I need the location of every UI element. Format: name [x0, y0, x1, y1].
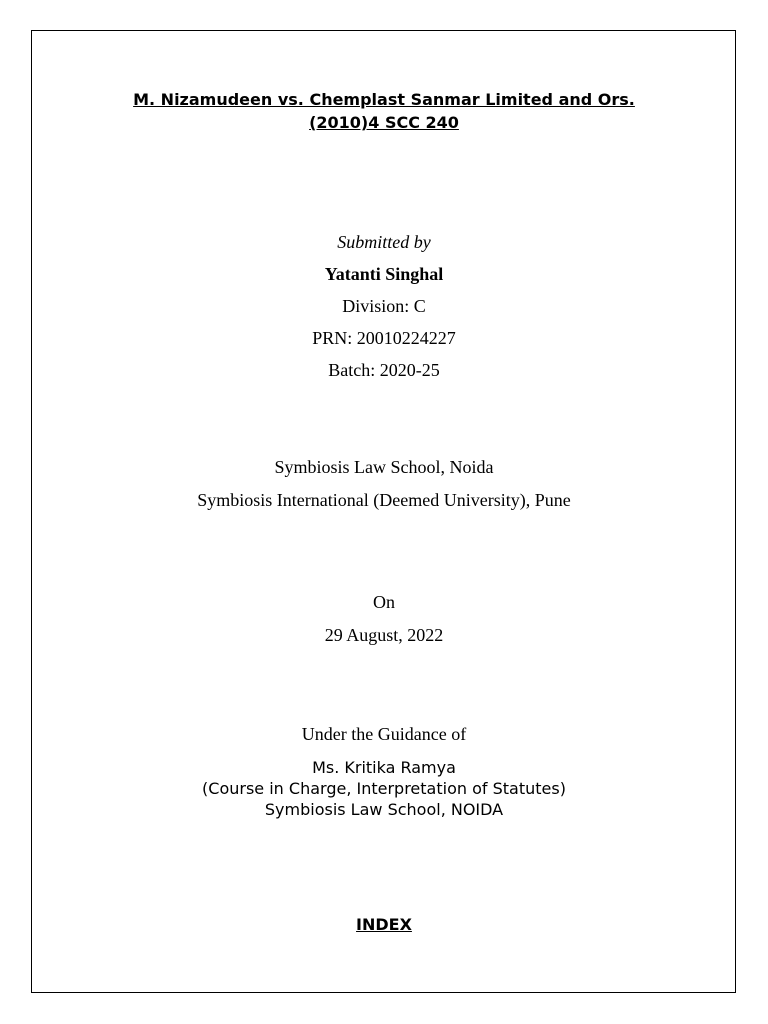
- submission-date: 29 August, 2022: [324, 625, 444, 645]
- case-title: M. Nizamudeen vs. Chemplast Sanmar Limited and Ors.: [133, 90, 635, 109]
- guide-name: Ms. Kritika Ramya: [312, 758, 456, 777]
- guide-role: (Course in Charge, Interpretation of Statutes): [202, 779, 566, 798]
- batch: Batch: 2020-25: [328, 360, 440, 380]
- school-name: Symbiosis Law School, Noida: [274, 457, 494, 477]
- submitted-by-label: Submitted by: [337, 232, 431, 252]
- case-citation: (2010)4 SCC 240: [309, 113, 459, 132]
- guidance-label: Under the Guidance of: [301, 724, 467, 744]
- university-name: Symbiosis International (Deemed University), Pune: [197, 490, 571, 510]
- prn: PRN: 20010224227: [312, 328, 456, 348]
- division: Division: C: [342, 296, 426, 316]
- guide-school: Symbiosis Law School, NOIDA: [264, 800, 504, 819]
- index-heading: INDEX: [356, 915, 412, 934]
- date-label: On: [373, 592, 395, 612]
- author-name: Yatanti Singhal: [324, 264, 444, 284]
- page-border: [31, 30, 736, 993]
